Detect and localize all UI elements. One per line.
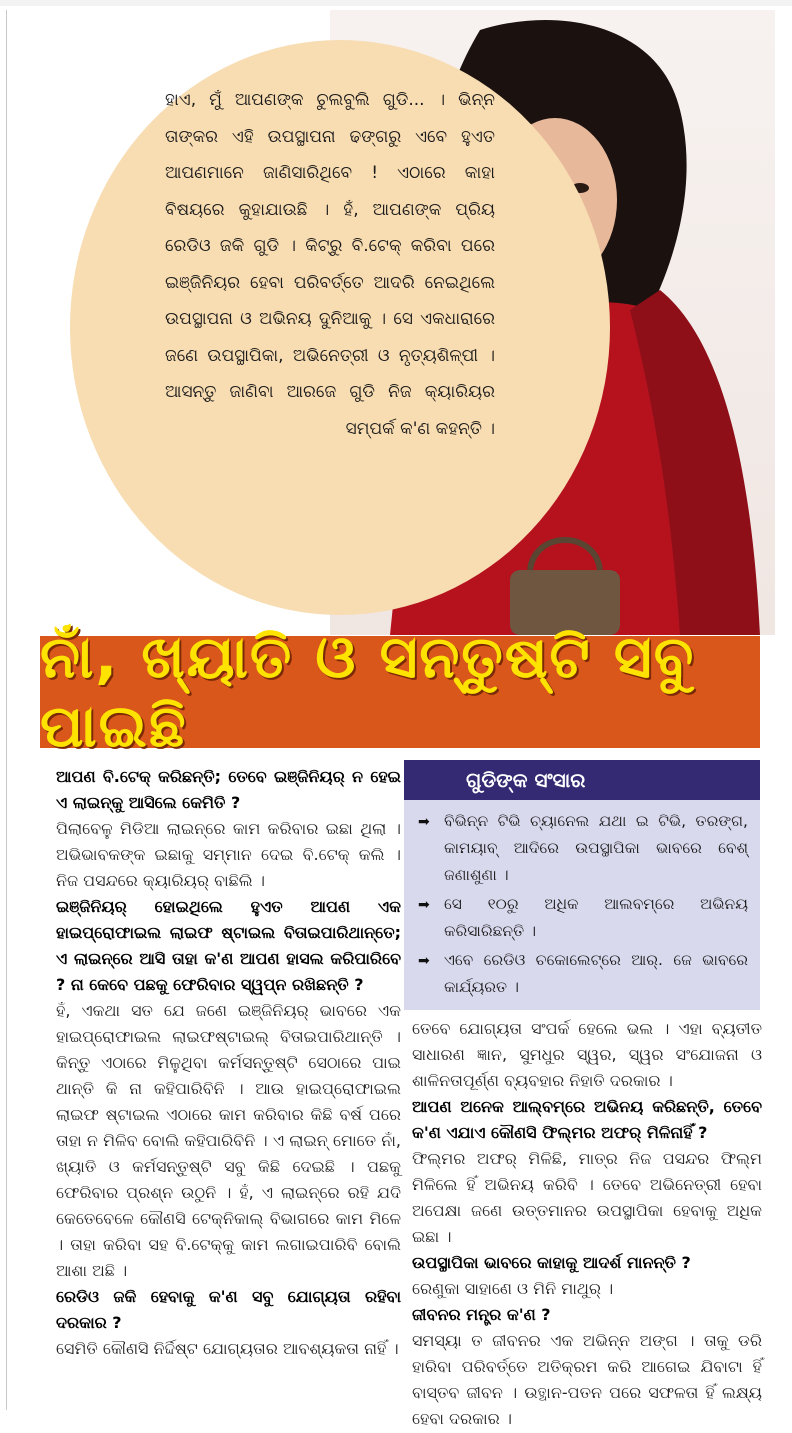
sidebar-item-text: ବିଭିନ୍ନ ଟିଭି ଚ୍ୟାନେଲ ଯଥା ଇ ଟିଭି, ତରଙ୍ଗ, କାମୟାବ୍ ଆଦିରେ ଉପସ୍ଥାପିକା ଭାବରେ ବେଶ୍ ଜଣାଶୁଣା । [444,812,748,884]
answer-6: ସମସ୍ୟା ତ ଜୀବନର ଏକ ଅଭିନ୍ନ ଅଙ୍ଗ । ତାକୁ ଡରି ହାରିବା ପରିବର୍ତ୍ତେ ଅତିକ୍ରମ କରି ଆଗେଇ ଯିବାଟା ହିଁ ବାସ୍ତବ ଜୀବନ । ଉତ୍ଥାନ-ପତନ ପରେ ସଫଳତା ହିଁ ଲକ୍ଷ୍ୟ ହେବା ଦରକାର । [412,1331,762,1428]
answer-5: ରେଣୁକା ସାହାଣେ ଓ ମିନି ମାଥୁର୍ । [412,1279,614,1298]
answer-1: ପିଲାବେଳୁ ମିଡିଆ ଲାଇନ୍‌ରେ କାମ କରିବାର ଇଛା ଥିଲା । ଅଭିଭାବକଙ୍କ ଇଛାକୁ ସମ୍ମାନ ଦେଇ ବି.ଟେକ୍ କଲି । ନିଜ ପସନ୍ଦରେ କ୍ୟାରିୟର୍ ବାଛିଲି । [56,819,401,890]
answer-4: ଫିଲ୍ମର ଅଫର୍ ମିଳିଛି, ମାତ୍ର ନିଜ ପସନ୍ଦର ଫିଲ୍ମ ମିଳିଲେ ହିଁ ଅଭିନୟ କରିବି । ତେବେ ଅଭିନେତ୍ରୀ ହେବା ଅପେକ୍ଷା ଜଣେ ଉତ୍ତମାନର ଉପସ୍ଥାପିକା ହେବାକୁ ଅଧିକ ଇଛା । [412,1149,762,1246]
question-3: ରେଡିଓ ଜକି ହେବାକୁ କ'ଣ ସବୁ ଯୋଗ୍ୟତା ରହିବା ଦରକାର ? [56,1287,401,1332]
arrow-icon: ➡ [418,814,430,830]
question-5: ଉପସ୍ଥାପିକା ଭାବରେ କାହାକୁ ଆଦର୍ଶ ମାନନ୍ତି ? [412,1253,691,1272]
hero-section [0,0,792,640]
question-2: ଇଞ୍ଜିନିୟର୍ ହୋଇଥିଲେ ହୁଏତ ଆପଣ ଏକ ହାଇପ୍ରୋଫାଇଲ ଲାଇଫ ଷ୍ଟାଇଲ ବିତାଇପାରିଥାନ୍ତେ; ଏ ଲାଇନ୍‌ରେ ଆସି ତାହା କ'ଣ ଆପଣ ହାସଲ କରିପାରିବେ ? ନା କେବେ ପଛକୁ ଫେରିବାର ସ୍ୱପ୍ନ ରଖିଛନ୍ତି ? [56,897,401,994]
sidebar-item-text: ସେ ୧୦ରୁ ଅଧିକ ଆଲବମ୍‌ରେ ଅଭିନୟ କରିସାରିଛନ୍ତି । [444,895,748,940]
question-4: ଆପଣ ଅନେକ ଆଲ୍‌ବମ୍‌ରେ ଅଭିନୟ କରିଛନ୍ତି, ତେବେ କ'ଣ ଏଯାଏ କୌଣସି ଫିଲ୍ମର ଅଫର୍ ମିଳିନାହିଁ ? [412,1097,762,1142]
sidebar-list-item [418,947,748,1001]
sidebar-box [404,760,760,1010]
headline: ନାଁ, ଖ୍ୟାତି ଓ ସନ୍ତୁଷ୍ଟି ସବୁ ପାଇଛି [40,623,696,760]
question-6: ଜୀବନର ମନ୍ତ୍ର କ'ଣ ? [412,1305,551,1324]
sidebar-list-item [418,891,748,945]
sidebar-item-text: ଏବେ ରେଡିଓ ଚକୋଲେଟ୍‌ରେ ଆର୍. ଜେ ଭାବରେ କାର୍ଯ୍ୟରତ । [444,951,748,996]
answer-3-continued: ତେବେ ଯୋଗ୍ୟତା ସଂପର୍କ ହେଲେ ଭଲ । ଏହା ବ୍ୟତୀତ ସାଧାରଣ ଜ୍ଞାନ, ସୁମଧୁର ସ୍ୱର, ସ୍ୱର ସଂଯୋଜନା ଓ ଶାଳିନତାପୂର୍ଣ୍ଣ ବ୍ୟବହାର ନିହାତି ଦରକାର । [412,1019,762,1090]
arrow-icon: ➡ [418,953,430,969]
intro-paragraph: ହାଏ, ମୁଁ ଆପଣଙ୍କ ଚୁଲବୁଲି ଗୁଡି... । ଭିନ୍ନ ତାଙ୍କର ଏହି ଉପସ୍ଥାପନା ଢଙ୍ଗରୁ ଏବେ ହୁଏତ ଆପଣମାନେ ଜାଣିସାରିଥିବେ ! ଏଠାରେ କାହା ବିଷୟରେ କୁହାଯାଉଛି । ହଁ, ଆପଣଙ୍କ ପ୍ରିୟ ରେଡିଓ ଜକି ଗୁଡି । କିଟ୍‌ରୁ ବି.ଟେକ୍ କରିବା ପରେ ଇଞ୍ଜିନିୟର ହେବା ପରିବର୍ତ୍ତେ ଆଦରି ନେଇଥିଲେ ଉପସ୍ଥାପନା ଓ ଅଭିନୟ ଦୁନିଆକୁ । ସେ ଏକଧାରାରେ ଜଣେ ଉପସ୍ଥାପିକା, ଅଭିନେତ୍ରୀ ଓ ନୃତ୍ୟଶିଳ୍ପୀ । ଆସନ୍ତୁ ଜାଣିବା ଆରଜେ ଗୁଡି ନିଜ କ୍ୟାରିୟର ସମ୍ପର୍କ କ'ଣ କହନ୍ତି । [165,90,495,439]
arrow-icon: ➡ [418,897,430,913]
sidebar-list [404,808,760,1001]
sidebar-title: ଗୁଡିଙ୍କ ସଂସାର [404,760,760,800]
answer-2: ହଁ, ଏକଥା ସତ ଯେ ଜଣେ ଇଞ୍ଜିନିୟର୍ ଭାବରେ ଏକ ହାଇପ୍ରୋଫାଇଲ ଲାଇଫଷ୍ଟାଇଲ୍ ବିତାଇପାରିଥାନ୍ତି । କିନ୍ତୁ ଏଠାରେ ମିଳୁଥିବା କର୍ମସନ୍ତୁଷ୍ଟି ସେଠାରେ ପାଇ ଥାନ୍ତି କି ନା କହିପାରିବିନି । ଆଉ ହାଇପ୍ରୋଫାଇଲ ଲାଇଫ ଷ୍ଟାଇଲ ଏଠାରେ କାମ କରିବାର କିଛି ବର୍ଷ ପରେ ତାହା ନ ମିଳିବ ବୋଲି କହିପାରିବିନି । ଏ ଲାଇନ୍ ମୋତେ ନାଁ, ଖ୍ୟାତି ଓ କର୍ମସନ୍ତୁଷ୍ଟି ସବୁ କିଛି ଦେଇଛି । ପଛକୁ ଫେରିବାର ପ୍ରଶ୍ନ ଉଠୁନି । ହଁ, ଏ ଲାଇନ୍‌ରେ ରହି ଯଦି କେତେବେଳେ କୌଣସି ଟେକ୍ନିକାଲ୍ ବିଭାଗରେ କାମ ମିଳେ । ତାହା କରିବା ସହ ବି.ଟେକ୍‌କୁ କାମ ଲଗାଇପାରିବି ବୋଲି ଆଶା ଅଛି । [56,1001,401,1280]
left-column [56,764,401,1362]
right-column [412,1016,762,1432]
sidebar-list-item [418,808,748,889]
headline-banner [40,623,760,760]
question-1: ଆପଣ ବି.ଟେକ୍ କରିଛନ୍ତି; ତେବେ ଇଞ୍ଜିନିୟର୍ ନ ହେଇ ଏ ଲାଇନ୍‌କୁ ଆସିଲେ କେମିତି ? [56,767,401,812]
answer-3: ସେମିତି କୌଣସି ନିର୍ଦ୍ଦିଷ୍ଟ ଯୋଗ୍ୟତାର ଆବଶ୍ୟକତା ନାହିଁ । [56,1339,399,1358]
